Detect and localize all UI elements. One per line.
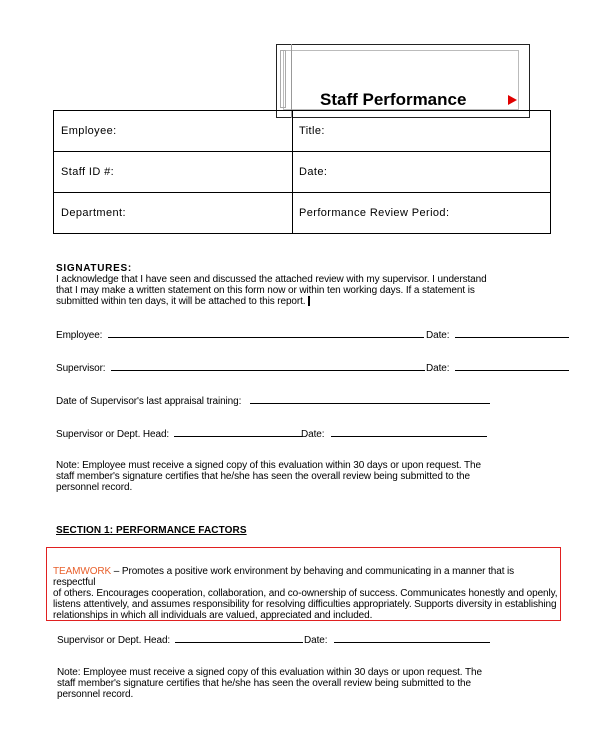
supervisor-signature-line[interactable] [111,361,425,371]
employee-signature-line[interactable] [108,328,424,338]
text-line [53,566,558,588]
employee-date-row [426,328,569,341]
employee-date-label: Date: [426,330,450,341]
text-cursor [308,296,310,306]
text-line: personnel record. [56,482,133,493]
section-dept-head-label: Supervisor or Dept. Head: [57,635,171,646]
text-line-content: – Promotes a positive work environment by behaving and communicating in a manner that is respectful [53,566,515,588]
text-line: I acknowledge that I have seen and discussed the attached review with my supervisor. I understand [56,274,487,285]
text-line: relationships in which all individuals are valued, appreciated and included. [53,610,373,621]
staff-id-field[interactable]: Staff ID #: [54,152,293,193]
frame-handle-inner [280,50,286,108]
dept-head-date-line[interactable] [331,427,487,437]
dept-head-date-row [301,427,487,440]
note-paragraph [56,460,496,493]
text-line [56,296,496,307]
training-date-line[interactable] [250,394,490,404]
supervisor-date-line[interactable] [455,361,569,371]
text-line: staff member's signature certifies that he/she has seen the overall review being submitted to the [57,678,471,689]
dept-head-line[interactable] [174,427,302,437]
text-line: that I may make a written statement on this form now or within ten working days. If a statement is [56,285,475,296]
text-line: Note: Employee must receive a signed copy of this evaluation within 30 days or upon request. The [56,460,481,471]
employee-signature-row [56,328,424,341]
text-line: Note: Employee must receive a signed copy of this evaluation within 30 days or upon request. The [57,667,482,678]
section-date-label: Date: [304,635,328,646]
supervisor-date-label: Date: [426,363,450,374]
employee-info-table [53,110,551,234]
signatures-heading: SIGNATURES: [56,263,132,274]
dept-head-date-label: Date: [301,429,325,440]
section-date-row [304,633,490,646]
supervisor-signature-row [56,361,425,374]
text-line-content: submitted within ten days, it will be attached to this report. [56,296,306,307]
training-date-row [56,394,490,407]
section-dept-head-row [57,633,303,646]
text-line: personnel record. [57,689,134,700]
text-line: listens attentively, and assumes responsibility for resolving difficulties appropriately. Supports diversity in establishing [53,599,557,610]
dept-head-row [56,427,302,440]
dept-head-label: Supervisor or Dept. Head: [56,429,170,440]
review-period-field[interactable]: Performance Review Period: [293,193,551,234]
department-field[interactable]: Department: [54,193,293,234]
text-line: staff member's signature certifies that he/she has seen the overall review being submitted to the [56,471,470,482]
signatures-paragraph [56,274,496,307]
employee-signature-label: Employee: [56,330,103,341]
supervisor-signature-label: Supervisor: [56,363,106,374]
training-date-label: Date of Supervisor's last appraisal training: [56,396,242,407]
supervisor-date-row [426,361,569,374]
red-arrow-marker-icon [508,95,517,105]
section-dept-head-line[interactable] [175,633,303,643]
employee-date-line[interactable] [455,328,569,338]
teamwork-description [53,566,558,621]
employee-field[interactable]: Employee: [54,111,293,152]
section-date-line[interactable] [334,633,490,643]
page-title: Staff Performance [320,90,467,109]
teamwork-label: TEAMWORK [53,566,112,577]
title-field[interactable]: Title: [293,111,551,152]
text-line: of others. Encourages cooperation, collaboration, and co-ownership of success. Communicates honestly and openly, [53,588,558,599]
section-note-paragraph [57,667,497,700]
section-1-heading: SECTION 1: PERFORMANCE FACTORS [56,525,247,536]
date-field[interactable]: Date: [293,152,551,193]
